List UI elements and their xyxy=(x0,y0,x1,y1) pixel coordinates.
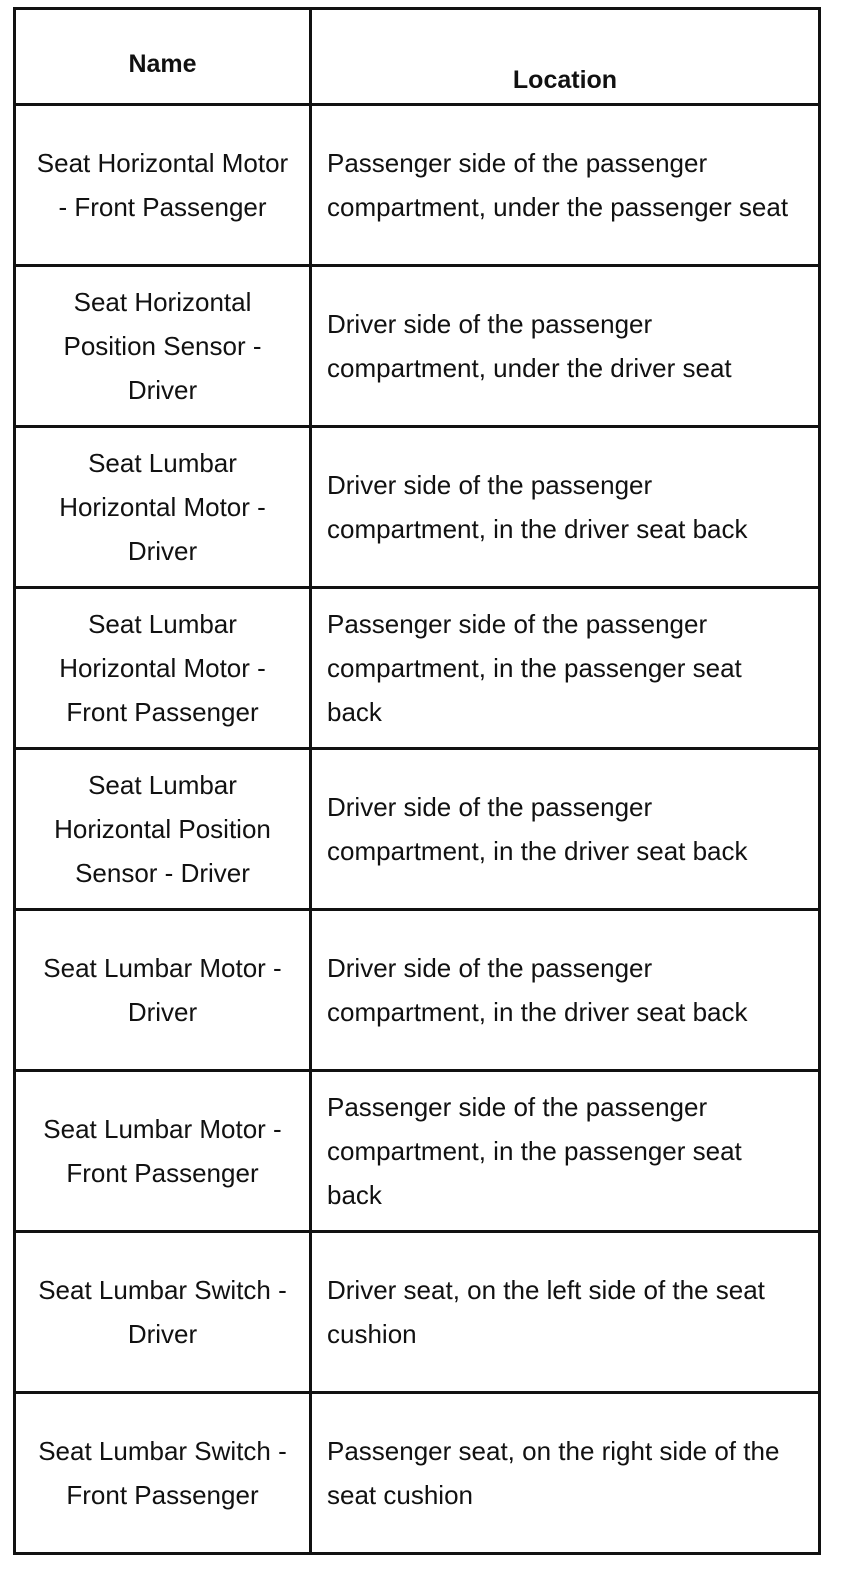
component-location-cell xyxy=(311,266,820,427)
table-row xyxy=(15,427,820,588)
name-column-header: Name xyxy=(15,9,311,105)
component-location: Driver side of the passenger compartment, in the driver seat back xyxy=(327,953,748,1027)
table-row xyxy=(15,105,820,266)
component-location: Passenger side of the passenger compartment, in the passenger seat back xyxy=(327,1092,742,1210)
location-column-header: Location xyxy=(311,9,820,105)
table-row xyxy=(15,1393,820,1554)
component-name-cell xyxy=(15,1071,311,1232)
component-name: Seat Horizontal Motor - Front Passenger xyxy=(36,148,289,222)
component-name-cell xyxy=(15,1393,311,1554)
component-name-cell xyxy=(15,266,311,427)
component-location: Passenger seat, on the right side of the seat cushion xyxy=(327,1436,780,1510)
component-location: Driver side of the passenger compartment, in the driver seat back xyxy=(327,792,748,866)
component-location-cell xyxy=(311,427,820,588)
component-name-cell xyxy=(15,588,311,749)
component-location: Driver side of the passenger compartment, under the driver seat xyxy=(327,309,732,383)
component-location-cell xyxy=(311,910,820,1071)
component-name: Seat Horizontal Position Sensor - Driver xyxy=(63,287,262,405)
component-location: Passenger side of the passenger compartment, in the passenger seat back xyxy=(327,609,742,727)
component-name-cell xyxy=(15,1232,311,1393)
component-location: Driver seat, on the left side of the seat cushion xyxy=(327,1275,765,1349)
component-location-cell xyxy=(311,1393,820,1554)
table-row xyxy=(15,266,820,427)
table-row xyxy=(15,910,820,1071)
component-name-cell xyxy=(15,910,311,1071)
table-row xyxy=(15,749,820,910)
component-location-cell xyxy=(311,749,820,910)
table-row xyxy=(15,588,820,749)
component-location: Passenger side of the passenger compartment, under the passenger seat xyxy=(327,148,789,222)
component-name: Seat Lumbar Horizontal Motor - Driver xyxy=(59,448,266,566)
component-name: Seat Lumbar Motor - Front Passenger xyxy=(43,1114,282,1188)
component-name-cell xyxy=(15,749,311,910)
component-name: Seat Lumbar Horizontal Position Sensor - Driver xyxy=(54,770,271,888)
component-name-cell xyxy=(15,427,311,588)
component-location-cell xyxy=(311,1232,820,1393)
table-body xyxy=(15,105,820,1554)
table-row xyxy=(15,1232,820,1393)
component-name-cell xyxy=(15,105,311,266)
table-header xyxy=(15,9,820,105)
component-name: Seat Lumbar Horizontal Motor - Front Passenger xyxy=(59,609,266,727)
component-location: Driver side of the passenger compartment, in the driver seat back xyxy=(327,470,748,544)
component-name: Seat Lumbar Switch - Driver xyxy=(38,1275,287,1349)
component-location-table-wrapper xyxy=(13,7,818,1555)
component-location-cell xyxy=(311,1071,820,1232)
component-name: Seat Lumbar Motor - Driver xyxy=(43,953,282,1027)
component-location-table xyxy=(13,7,821,1555)
component-location-cell xyxy=(311,105,820,266)
component-location-cell xyxy=(311,588,820,749)
header-row xyxy=(15,9,820,105)
table-row xyxy=(15,1071,820,1232)
component-name: Seat Lumbar Switch - Front Passenger xyxy=(38,1436,287,1510)
